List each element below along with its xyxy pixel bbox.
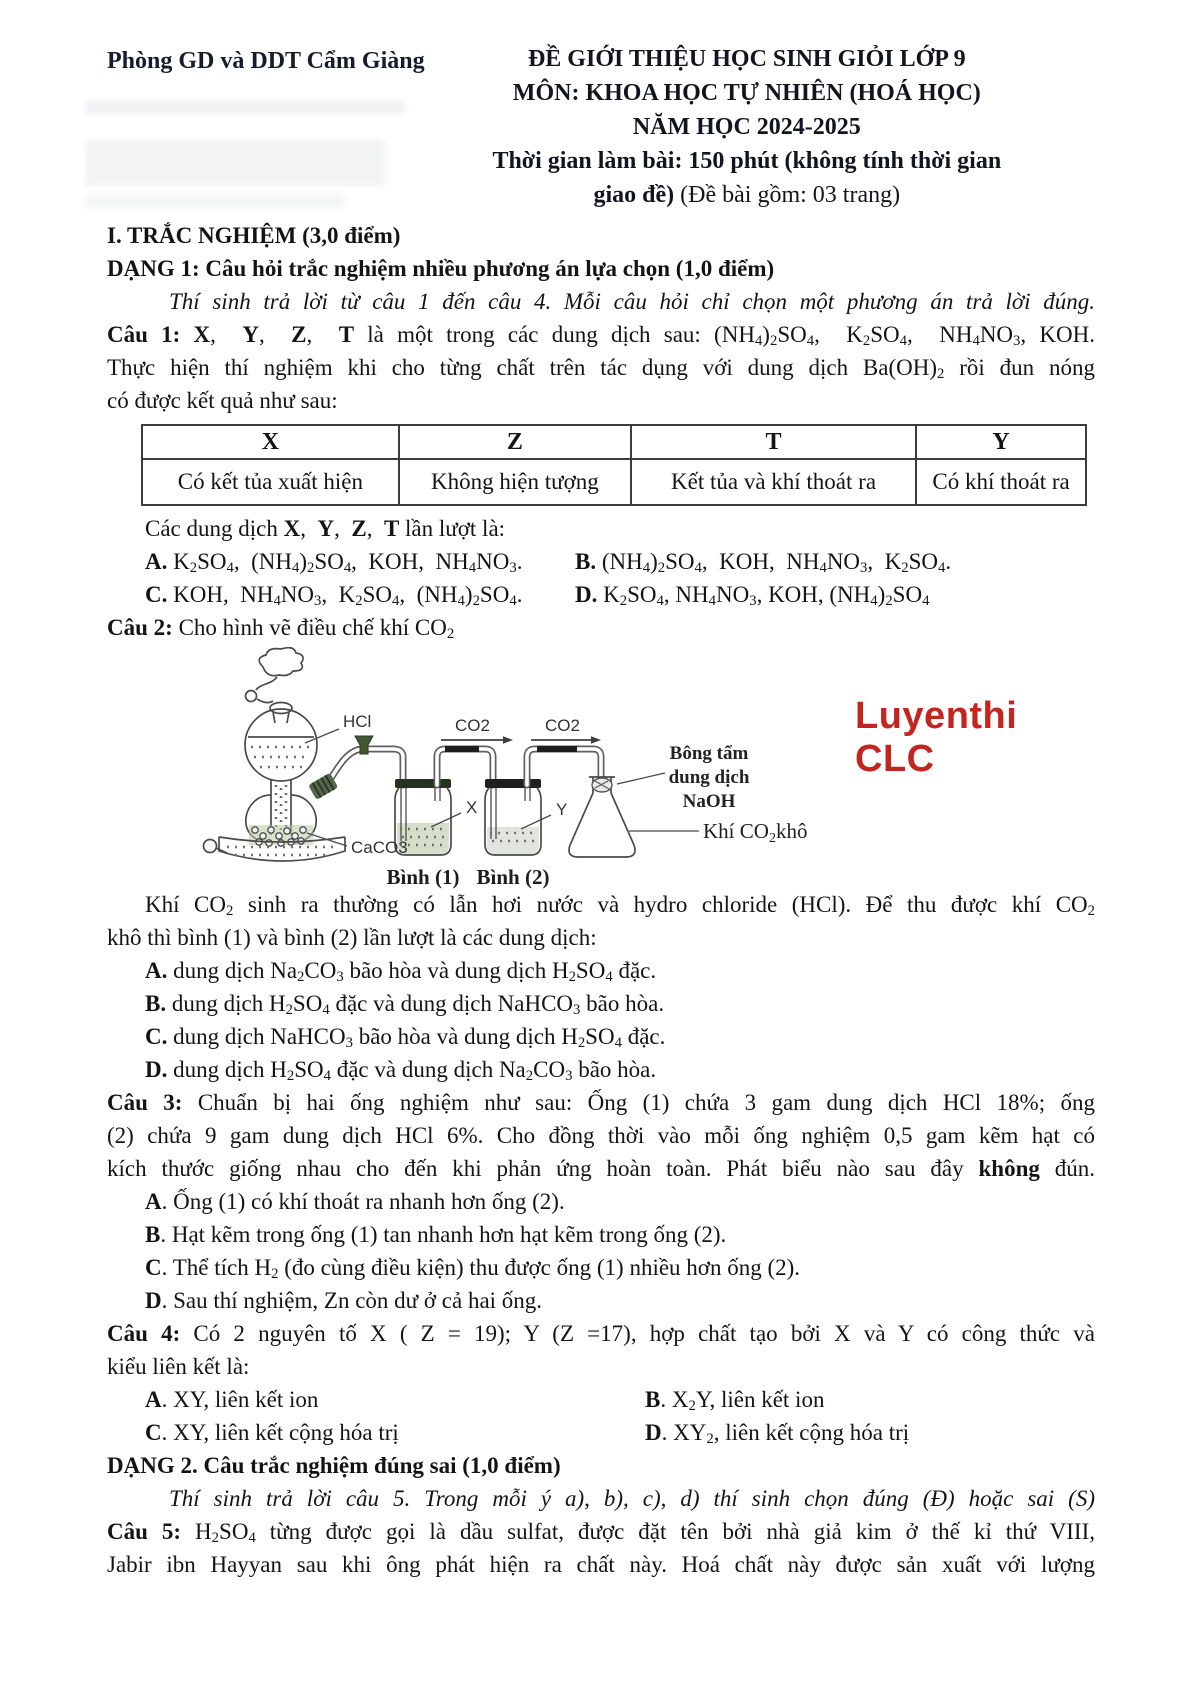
co2-apparatus-diagram bbox=[193, 645, 813, 890]
school-year: NĂM HỌC 2024-2025 bbox=[632, 114, 861, 140]
q3-line-3: kích thước giống nhau cho đến khi phản ứng hoàn toàn. Phát biểu nào sau đây không đún. bbox=[107, 1156, 1096, 1181]
q1-results-table bbox=[141, 424, 1087, 506]
funnel-elbow bbox=[257, 699, 273, 703]
table-row bbox=[142, 459, 1086, 505]
co2-arrowhead-2 bbox=[591, 736, 601, 744]
table-cell-x: Có kết tủa xuất hiện bbox=[142, 459, 399, 505]
q4-option-d: D. $XY_2$, liên kết cộng hóa trị bbox=[645, 1420, 910, 1448]
caco3-label: CaCO3 bbox=[351, 838, 408, 857]
q1-prompt: Các dung dịch X, Y, Z, T lần lượt là: bbox=[145, 516, 506, 541]
dang-2-instruction: Thí sinh trả lời câu 5. Trong mỗi ý a), b), c), d) thí sinh chọn đúng (Đ) hoặc sai (S) bbox=[169, 1486, 1095, 1511]
q1-line-1: Câu 1: X, Y, Z, T là một trong các dung dịch sau: $(NH_4)_2SO_4$, $K_2SO_4$, $NH_4NO_3$, KOH. bbox=[107, 322, 1095, 350]
bottle1-x-label: X bbox=[466, 798, 478, 817]
q4-option-b: B. $X_2Y$, liên kết ion bbox=[645, 1387, 825, 1415]
exam-subject: MÔN: KHOA HỌC TỰ NHIÊN (HOÁ HỌC) bbox=[512, 80, 981, 106]
q4-options-ab bbox=[107, 1384, 1095, 1417]
exam-title-block bbox=[425, 42, 1095, 212]
naoh-label-leader bbox=[617, 773, 665, 784]
tube2-dark-band bbox=[445, 746, 479, 752]
cotton-label-line3: NaOH bbox=[682, 791, 736, 812]
funnel-top-bulb bbox=[259, 648, 303, 676]
q5-line-2: Jabir ibn Hayyan sau khi ông phát hiện ra chất này. Hoá chất này được sản xuất với lượng bbox=[107, 1552, 1095, 1577]
binh-2-label: Bình (2) bbox=[476, 865, 550, 889]
table-cell-t: Kết tủa và khí thoát ra bbox=[631, 459, 916, 505]
exam-title: ĐỀ GIỚI THIỆU HỌC SINH GIỎI LỚP 9 bbox=[527, 46, 966, 72]
table-header-y: Y bbox=[916, 425, 1086, 459]
header bbox=[107, 42, 1095, 212]
kipp-generator bbox=[204, 648, 346, 861]
q3-option-c: C. Thể tích $H_2$ (đo cùng điều kiện) thu được ống (1) nhiều hơn ống (2). bbox=[145, 1255, 801, 1283]
q1-line-2: Thực hiện thí nghiệm khi cho từng chất trên tác dụng với dung dịch $Ba(OH)_2$ rồi đun nóng bbox=[107, 355, 1095, 383]
tube3-dark-band bbox=[537, 746, 577, 752]
stopcock bbox=[204, 840, 217, 853]
co2-label-2: CO2 bbox=[545, 716, 580, 735]
q1-option-a: A. $K_2SO_4$, $(NH_4)_2SO_4$, KOH, $NH_4NO_3$. bbox=[145, 549, 523, 577]
q4-option-a: A. XY, liên kết ion bbox=[145, 1387, 319, 1412]
dang-1-title: DẠNG 1: Câu hỏi trắc nghiệm nhiều phương án lựa chọn (1,0 điểm) bbox=[107, 256, 775, 281]
q2-option-c: C. dung dịch NaHCO$_3$ bão hòa và dung dịch $H_2SO_4$ đặc. bbox=[145, 1024, 666, 1052]
q3-line-1: Câu 3: Chuẩn bị hai ống nghiệm như sau: Ống (1) chứa 3 gam dung dịch HCl 18%; ống bbox=[107, 1090, 1095, 1115]
bottle2-outlet-tube bbox=[525, 788, 530, 801]
dang-1-instruction: Thí sinh trả lời từ câu 1 đến câu 4. Mỗi câu hỏi chỉ chọn một phương án trả lời đúng. bbox=[169, 289, 1095, 314]
q3-option-a: A. Ống (1) có khí thoát ra nhanh hơn ống (2). bbox=[145, 1189, 565, 1214]
q5-line-1: Câu 5: $H_2SO_4$ từng được gọi là dầu sulfat, được đặt tên bởi nhà giả kim ở thế kỉ thứ VIII, bbox=[107, 1519, 1095, 1547]
q1-option-d: D. $K_2SO_4$, $NH_4NO_3$, KOH, $(NH_4)_2SO_4$ bbox=[575, 582, 930, 610]
q1-option-b: B. $(NH_4)_2SO_4$, KOH, $NH_4NO_3$, $K_2SO_4$. bbox=[575, 549, 952, 577]
flask-body bbox=[569, 793, 635, 857]
q3-option-d: D. Sau thí nghiệm, Zn còn dư ở cả hai ống. bbox=[145, 1288, 543, 1313]
column-dots bbox=[276, 785, 286, 832]
liquid-dots bbox=[251, 747, 311, 767]
table-cell-z: Không hiện tượng bbox=[399, 459, 631, 505]
dang-2-title: DẠNG 2. Câu trắc nghiệm đúng sai (1,0 điểm) bbox=[107, 1453, 561, 1478]
table-cell-y: Có khí thoát ra bbox=[916, 459, 1086, 505]
q4-option-c: C. XY, liên kết cộng hóa trị bbox=[145, 1420, 399, 1445]
co2-flow-arrows bbox=[441, 736, 601, 744]
q1-options-cd bbox=[107, 579, 1095, 612]
q2-option-b: B. dung dịch $H_2SO_4$ đặc và dung dịch NaHCO$_3$ bão hòa. bbox=[145, 991, 665, 1019]
issuing-org: Phòng GD và DDT Cẩm Giàng bbox=[107, 48, 425, 74]
binh-1-label: Bình (1) bbox=[386, 865, 460, 889]
q2-option-d: D. dung dịch $H_2SO_4$ đặc và dung dịch $Na_2CO_3$ bão hòa. bbox=[145, 1057, 657, 1085]
q3-line-2: (2) chứa 9 gam dung dịch HCl 6%. Cho đồng thời vào mỗi ống nghiệm 0,5 gam kẽm hạt có bbox=[107, 1123, 1095, 1148]
q4-line-1: Câu 4: Có 2 nguyên tố X ( Z = 19); Y (Z =17), hợp chất tạo bởi X và Y có công thức và bbox=[107, 1321, 1095, 1346]
q2-option-a: A. dung dịch $Na_2CO_3$ bão hòa và dung dịch $H_2SO_4$ đặc. bbox=[145, 958, 657, 986]
co2-apparatus-figure bbox=[107, 645, 1095, 889]
q1-option-c: C. KOH, $NH_4NO_3$, $K_2SO_4$, $(NH_4)_2SO_4$. bbox=[145, 582, 523, 610]
bottle2-y-label: Y bbox=[556, 800, 568, 819]
hcl-leader bbox=[305, 729, 339, 743]
table-header-x: X bbox=[142, 425, 399, 459]
q4-options-cd bbox=[107, 1417, 1095, 1450]
dish-dots bbox=[227, 847, 337, 855]
q3-option-b: B. Hạt kẽm trong ống (1) tan nhanh hơn hạt kẽm trong ống (2). bbox=[145, 1222, 727, 1247]
cotton-label-line1: Bông tẩm bbox=[669, 743, 749, 764]
funnel-ring bbox=[246, 691, 257, 702]
hcl-label: HCl bbox=[343, 712, 372, 731]
q2-line-2: khô thì bình (1) và bình (2) lần lượt là các dung dịch: bbox=[107, 925, 597, 950]
q4-line-2: kiểu liên kết là: bbox=[107, 1354, 250, 1379]
dry-co2-label: Khí CO2khô bbox=[703, 819, 808, 846]
wash-bottle-2 bbox=[485, 779, 551, 855]
funnel-tube bbox=[256, 677, 277, 690]
watermark: Luyenthi CLC bbox=[855, 695, 1018, 780]
label-y-leader bbox=[521, 815, 551, 829]
co2-arrowhead-1 bbox=[503, 736, 513, 744]
co2-label-1: CO2 bbox=[455, 716, 490, 735]
exam-duration: Thời gian làm bài: 150 phút (không tính thời gian bbox=[492, 148, 1002, 174]
caco3-granules bbox=[249, 825, 313, 846]
q2-intro: Câu 2: Cho hình vẽ điều chế khí $CO_2$ bbox=[107, 615, 455, 643]
bottle1-cap bbox=[395, 779, 451, 788]
bottle2-cap bbox=[485, 779, 541, 788]
section-1-title: I. TRẮC NGHIỆM (3,0 điểm) bbox=[107, 223, 401, 248]
table-header-t: T bbox=[631, 425, 916, 459]
table-header-z: Z bbox=[399, 425, 631, 459]
reservoir-sphere bbox=[245, 709, 317, 781]
table-header-row bbox=[142, 425, 1086, 459]
q1-options-ab bbox=[107, 546, 1095, 579]
bottle2-liquid bbox=[487, 827, 539, 854]
q2-line-1: Khí $CO_2$ sinh ra thường có lẫn hơi nước và hydro chloride (HCl). Để thu được khí $CO_2$ bbox=[145, 892, 1095, 920]
stopper bbox=[270, 703, 292, 714]
cotton-label-line2: dung dịch bbox=[668, 767, 750, 788]
exam-duration-2: giao đề) (Đề bài gồm: 03 trang) bbox=[593, 182, 901, 208]
delivery-tube-1 bbox=[308, 736, 403, 800]
q1-line-3: có được kết quả như sau: bbox=[107, 388, 338, 413]
bottle1-outlet-tube bbox=[435, 788, 440, 801]
